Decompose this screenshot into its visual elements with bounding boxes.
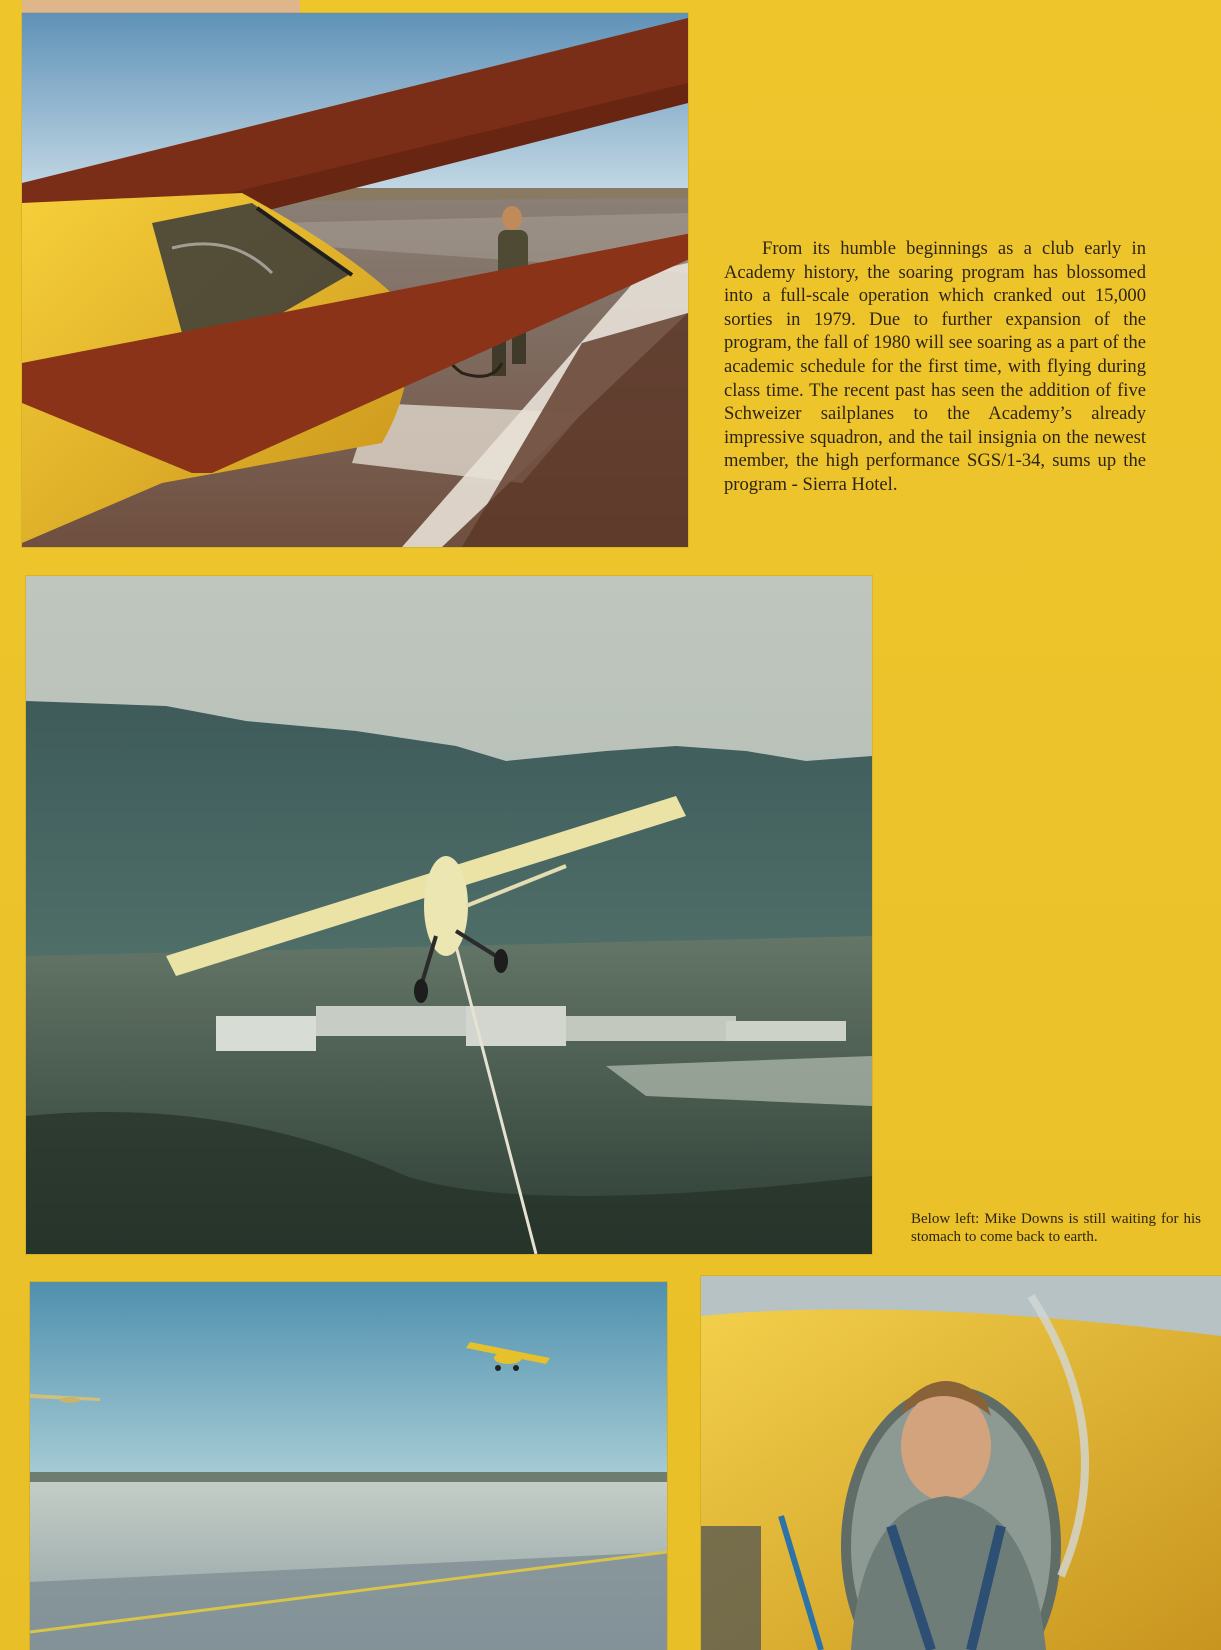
photo-pilot-in-cockpit (701, 1276, 1221, 1650)
photo-planes-over-airfield (30, 1282, 667, 1650)
article-body: From its humble beginnings as a club early in Academy history, the soaring program has blossomed into a full-scale operation which cranked out 15,000 sorties in 1979. Due to further expansion of the program, the fall of 1980 will see soaring as a part of the academic schedule for the first time, with flying during class time. The recent past has seen the addition of five Schweizer sailplanes to the Academy’s already impressive squadron, and the tail insignia on the newest member, the high performance SGS/1-34, sums up the program - Sierra Hotel. (724, 238, 1146, 495)
photo-caption: Below left: Mike Downs is still waiting for his stomach to come back to earth. (911, 1211, 1201, 1245)
photo-glider-on-runway (22, 13, 688, 547)
photo-towplane-over-academy (26, 576, 872, 1254)
